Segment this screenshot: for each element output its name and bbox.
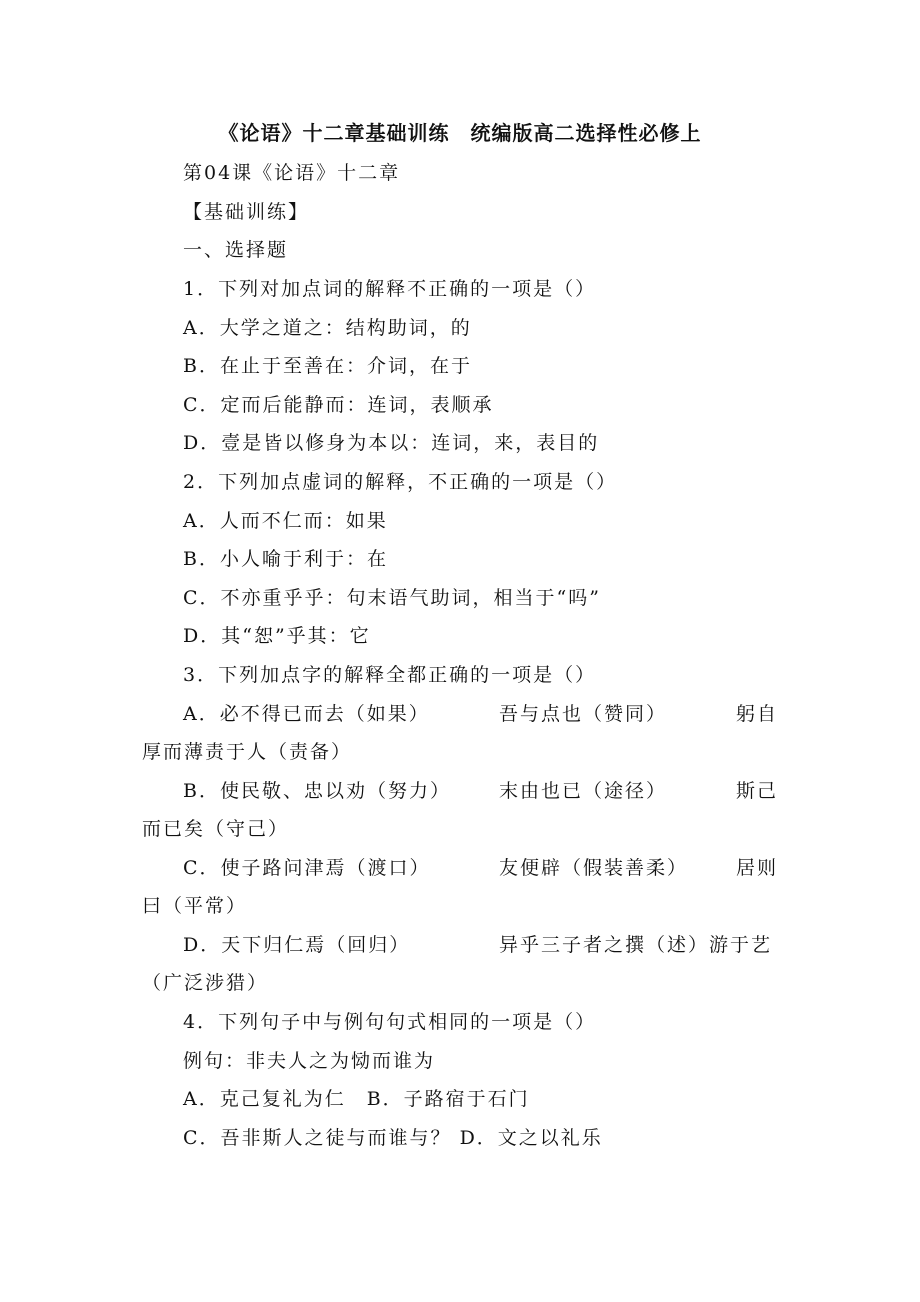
option-a-part-2: 吾与点也（赞同） [499, 703, 668, 725]
option-b-part-3: 斯己 [735, 780, 778, 802]
question-3-option-b [183, 777, 778, 805]
option-a-part-1: A．必不得已而去（如果） [183, 703, 430, 725]
option-a-part-3: 躬自 [735, 703, 778, 725]
question-2-option-c: C．不亦重乎乎：句末语气助词，相当于“吗” [183, 587, 601, 609]
question-1-option-b: B．在止于至善在：介词，在于 [183, 355, 472, 377]
question-2-option-a: A．人而不仁而：如果 [183, 510, 388, 532]
question-3-option-a [183, 700, 778, 728]
option-c-part-2: 友便辟（假装善柔） [499, 857, 689, 879]
question-2-stem: 2．下列加点虚词的解释，不正确的一项是（） [183, 471, 618, 493]
question-4-options-ab: A．克己复礼为仁 B．子路宿于石门 [183, 1088, 530, 1110]
document-title: 《论语》十二章基础训练 统编版高二选择性必修上 [218, 121, 702, 145]
option-d-part-1: D．天下归仁焉（回归） [183, 934, 411, 956]
question-3-option-c-continued: 曰（平常） [142, 895, 248, 917]
question-4-example: 例句：非夫人之为恸而谁为 [183, 1050, 436, 1072]
option-c-part-1: C．使子路问津焉（渡口） [183, 857, 431, 879]
question-4-options-cd: C．吾非斯人之徒与而谁与？ D．文之以礼乐 [183, 1127, 603, 1149]
lesson-heading: 第04课《论语》十二章 [183, 162, 401, 184]
question-4-stem: 4．下列句子中与例句句式相同的一项是（） [183, 1011, 597, 1033]
question-3-option-d [183, 931, 778, 959]
question-3-option-b-continued: 而已矣（守己） [142, 818, 290, 840]
question-2-option-b: B．小人喻于利于：在 [183, 548, 388, 570]
question-1-stem: 1．下列对加点词的解释不正确的一项是（） [183, 278, 597, 300]
question-1-option-d: D．壹是皆以修身为本以：连词，来，表目的 [183, 432, 600, 454]
option-d-part-2: 异乎三子者之撰（述）游于艺 [499, 934, 773, 956]
question-2-option-d: D．其“恕”乎其：它 [183, 625, 371, 647]
question-1-option-c: C．定而后能静而：连词，表顺承 [183, 394, 494, 416]
part-heading: 一、选择题 [183, 239, 289, 261]
section-heading: 【基础训练】 [183, 201, 310, 223]
question-3-option-a-continued: 厚而薄责于人（责备） [142, 741, 353, 763]
question-1-option-a: A．大学之道之：结构助词，的 [183, 317, 472, 339]
option-b-part-2: 末由也已（途径） [499, 780, 668, 802]
question-3-option-d-continued: （广泛涉猎） [142, 972, 269, 994]
question-3-stem: 3．下列加点字的解释全都正确的一项是（） [183, 664, 597, 686]
option-c-part-3: 居则 [735, 857, 778, 879]
question-3-option-c [183, 854, 778, 882]
option-b-part-1: B．使民敬、忠以劝（努力） [183, 780, 451, 802]
